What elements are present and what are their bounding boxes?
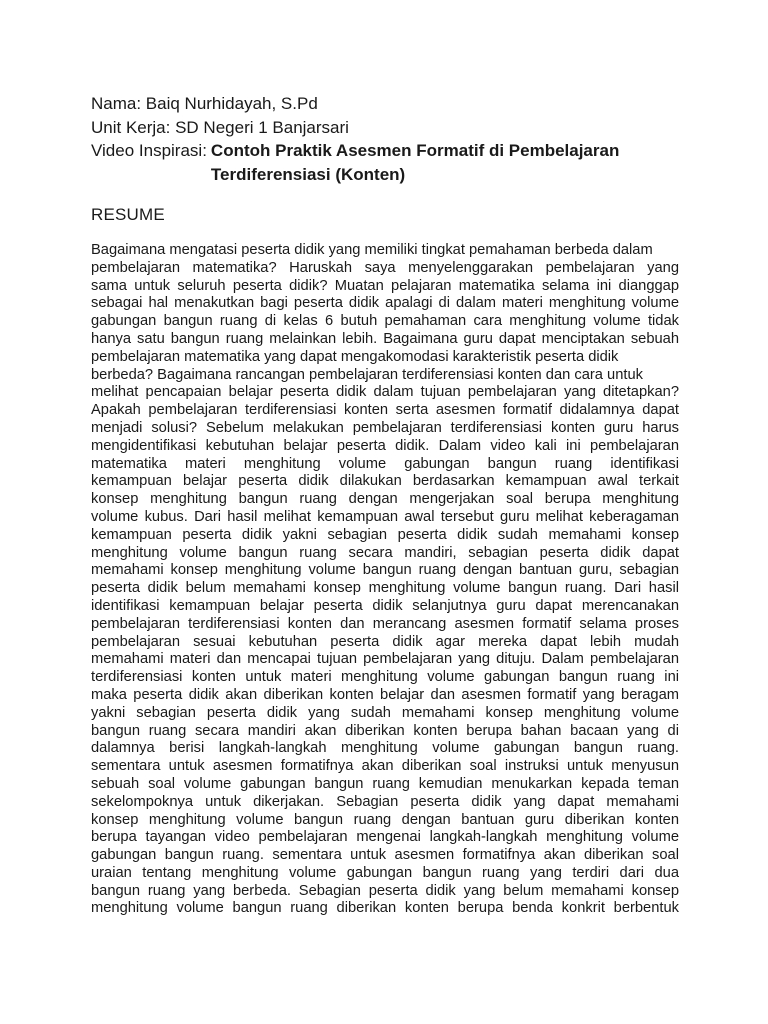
body-line: konsep menghitung volume bangun ruang dengan bantuan guru diberikan konten bbox=[91, 811, 679, 828]
body-line: berbeda? Bagaimana rancangan pembelajaran terdiferensiasi konten dan cara untuk bbox=[91, 366, 643, 383]
body-line: gabungan bangun ruang di kelas 6 butuh pemahaman cara menghitung volume tidak bbox=[91, 313, 679, 330]
body-line: kemampuan peserta didik yakni sebagian peserta didik sudah memahami konsep bbox=[91, 526, 679, 543]
body-line: konsep menghitung bangun ruang dengan mengerjakan soal berupa menghitung bbox=[91, 491, 679, 508]
body-line: bangun ruang yang berbeda. Sebagian peserta didik yang belum memahami konsep bbox=[91, 882, 679, 899]
body-line: matematika materi menghitung volume gabungan bangun ruang identifikasi bbox=[91, 455, 679, 472]
body-line: identifikasi kemampuan belajar peserta didik selanjutnya guru dapat merencanakan bbox=[91, 597, 679, 614]
body-line: pembelajaran matematika? Haruskah saya menyelenggarakan pembelajaran yang bbox=[91, 259, 679, 276]
body-line: sementara untuk asesmen formatifnya akan diberikan soal instruksi untuk menyusun bbox=[91, 758, 679, 775]
body-line: hanya satu bangun ruang melainkan lebih. Bagaimana guru dapat menciptakan sebuah bbox=[91, 330, 679, 347]
body-line: pembelajaran matematika yang dapat mengakomodasi karakteristik peserta didik bbox=[91, 348, 619, 365]
body-line: sebuah soal volume gabungan bangun ruang kemudian menukarkan kepada teman bbox=[91, 775, 679, 792]
body-line: sama untuk seluruh peserta didik? Muatan pelajaran matematika selama ini dianggap bbox=[91, 277, 679, 294]
video-inspiration-label: Video Inspirasi: bbox=[91, 141, 207, 160]
body-line: uraian tentang menghitung volume gabungan bangun ruang yang terdiri dari dua bbox=[91, 864, 679, 881]
video-inspiration-title: Contoh Praktik Asesmen Formatif di Pembelajaran Terdiferensiasi (Konten) bbox=[210, 141, 620, 184]
body-line: sebagai hal menakutkan bagi peserta didik apalagi di dalam materi menghitung volume bbox=[91, 295, 679, 312]
work-unit: Unit Kerja: SD Negeri 1 Banjarsari bbox=[91, 117, 349, 137]
body-line: pembelajaran terdiferensiasi konten dan merancang asesmen formatif selama proses bbox=[91, 615, 679, 632]
body-line: maka peserta didik akan diberikan konten belajar dan asesmen formatif yang beragam bbox=[91, 686, 679, 703]
body-line: pembelajaran sesuai kebutuhan peserta didik agar mereka dapat lebih mudah bbox=[91, 633, 679, 650]
body-line: yakni sebagian peserta didik yang sudah memahami konsep menghitung volume bbox=[91, 704, 679, 721]
body-line: menjadi solusi? Sebelum melakukan pembelajaran terdiferensiasi konten guru harus bbox=[91, 419, 679, 436]
body-line: gabungan bangun ruang. sementara untuk asesmen formatifnya akan diberikan soal bbox=[91, 847, 679, 864]
body-line: terdiferensiasi konten untuk materi menghitung volume gabungan bangun ruang ini bbox=[91, 669, 679, 686]
body-line: melihat pencapaian belajar peserta didik dalam tujuan pembelajaran yang ditetapkan? bbox=[91, 384, 679, 401]
resume-heading: RESUME bbox=[91, 205, 165, 224]
body-line: berupa tayangan video pembelajaran mengenai langkah-langkah menghitung volume bbox=[91, 829, 679, 846]
body-line: mengidentifikasi kebutuhan belajar peserta didik. Dalam video kali ini pembelajaran bbox=[91, 437, 679, 454]
body-line: peserta didik belum memahami konsep menghitung volume bangun ruang. Dari hasil bbox=[91, 580, 679, 597]
body-line: sekelompoknya untuk dikerjakan. Sebagian peserta didik yang dapat memahami bbox=[91, 793, 679, 810]
resume-body bbox=[91, 242, 679, 918]
body-line: kemampuan belajar peserta didik dilakukan berdasarkan kemampuan awal terkait bbox=[91, 473, 679, 490]
body-line: Apakah pembelajaran terdiferensiasi konten serta asesmen formatif didalamnya dapat bbox=[91, 402, 679, 419]
video-inspiration-row bbox=[91, 139, 691, 186]
body-line: volume kubus. Dari hasil melihat kemampuan awal tersebut guru melihat keberagaman bbox=[91, 508, 679, 525]
body-line: menghitung volume bangun ruang secara mandiri, sebagian peserta didik dapat bbox=[91, 544, 679, 561]
document-header bbox=[91, 92, 691, 186]
body-line: memahami konsep menghitung volume bangun ruang dengan bantuan guru, sebagian bbox=[91, 562, 679, 579]
body-line: dalamnya berisi langkah-langkah menghitung volume gabungan bangun ruang. bbox=[91, 740, 679, 757]
body-line: menghitung volume bangun ruang diberikan konten berupa benda konkrit berbentuk bbox=[91, 900, 679, 917]
body-line: bangun ruang secara mandiri akan diberikan konten berupa bahan bacaan yang di bbox=[91, 722, 679, 739]
body-line: memahami materi dan mencapai tujuan pembelajaran yang dituju. Dalam pembelajaran bbox=[91, 651, 679, 668]
author-name: Nama: Baiq Nurhidayah, S.Pd bbox=[91, 94, 318, 113]
body-line: Bagaimana mengatasi peserta didik yang memiliki tingkat pemahaman berbeda dalam bbox=[91, 242, 653, 258]
